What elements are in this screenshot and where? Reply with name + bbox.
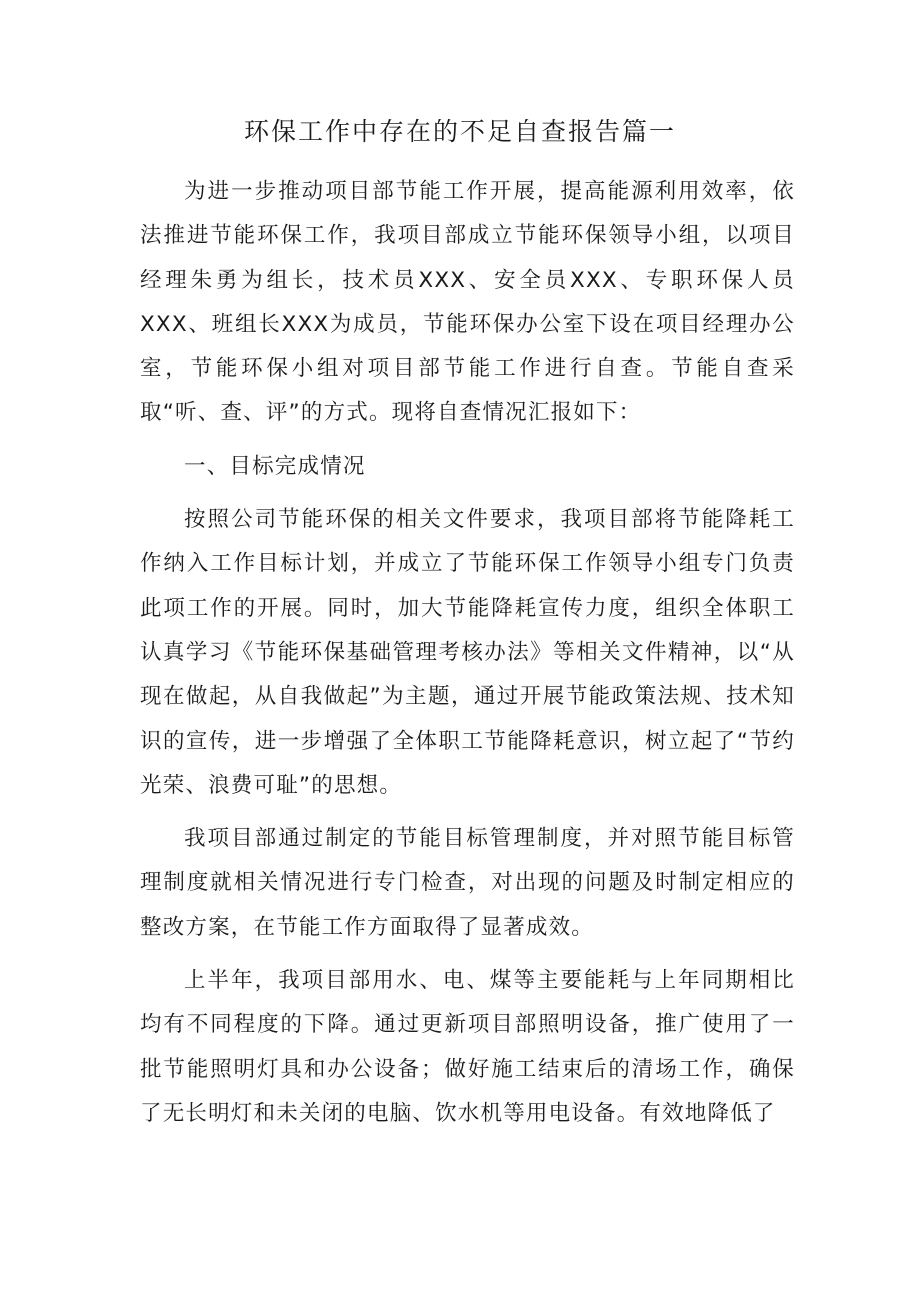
document-body bbox=[140, 170, 795, 1136]
paragraph-intro: 为进一步推动项目部节能工作开展，提高能源利用效率，依法推进节能环保工作，我项目部成立节能环保领导小组，以项目经理朱勇为组长，技术员XXX、安全员XXX、专职环保人员XXX、班组长XXX为成员，节能环保办公室下设在项目经理办公室，节能环保小组对项目部节能工作进行自查。节能自查采取“听、查、评”的方式。现将自查情况汇报如下： bbox=[140, 179, 795, 426]
section-heading-goal-completion: 一、目标完成情况 bbox=[184, 453, 366, 479]
paragraph-energy-reduction: 上半年，我项目部用水、电、煤等主要能耗与上年同期相比均有不同程度的下降。通过更新项目部照明设备，推广使用了一批节能照明灯具和办公设备；做好施工结束后的清场工作，确保了无长明灯和未关闭的电脑、饮水机等用电设备。有效地降低了 bbox=[140, 968, 795, 1126]
paragraph-goal-plan: 按照公司节能环保的相关文件要求，我项目部将节能降耗工作纳入工作目标计划，并成立了节能环保工作领导小组专门负责此项工作的开展。同时，加大节能降耗宣传力度，组织全体职工认真学习《节能环保基础管理考核办法》等相关文件精神，以“从现在做起，从自我做起”为主题，通过开展节能政策法规、技术知识的宣传，进一步增强了全体职工节能降耗意识，树立起了“节约光荣、浪费可耻”的思想。 bbox=[140, 507, 795, 798]
paragraph-management-system: 我项目部通过制定的节能目标管理制度，并对照节能目标管理制度就相关情况进行专门检查，对出现的问题及时制定相应的整改方案，在节能工作方面取得了显著成效。 bbox=[140, 826, 795, 940]
document-title: 环保工作中存在的不足自查报告篇一 bbox=[243, 117, 676, 146]
